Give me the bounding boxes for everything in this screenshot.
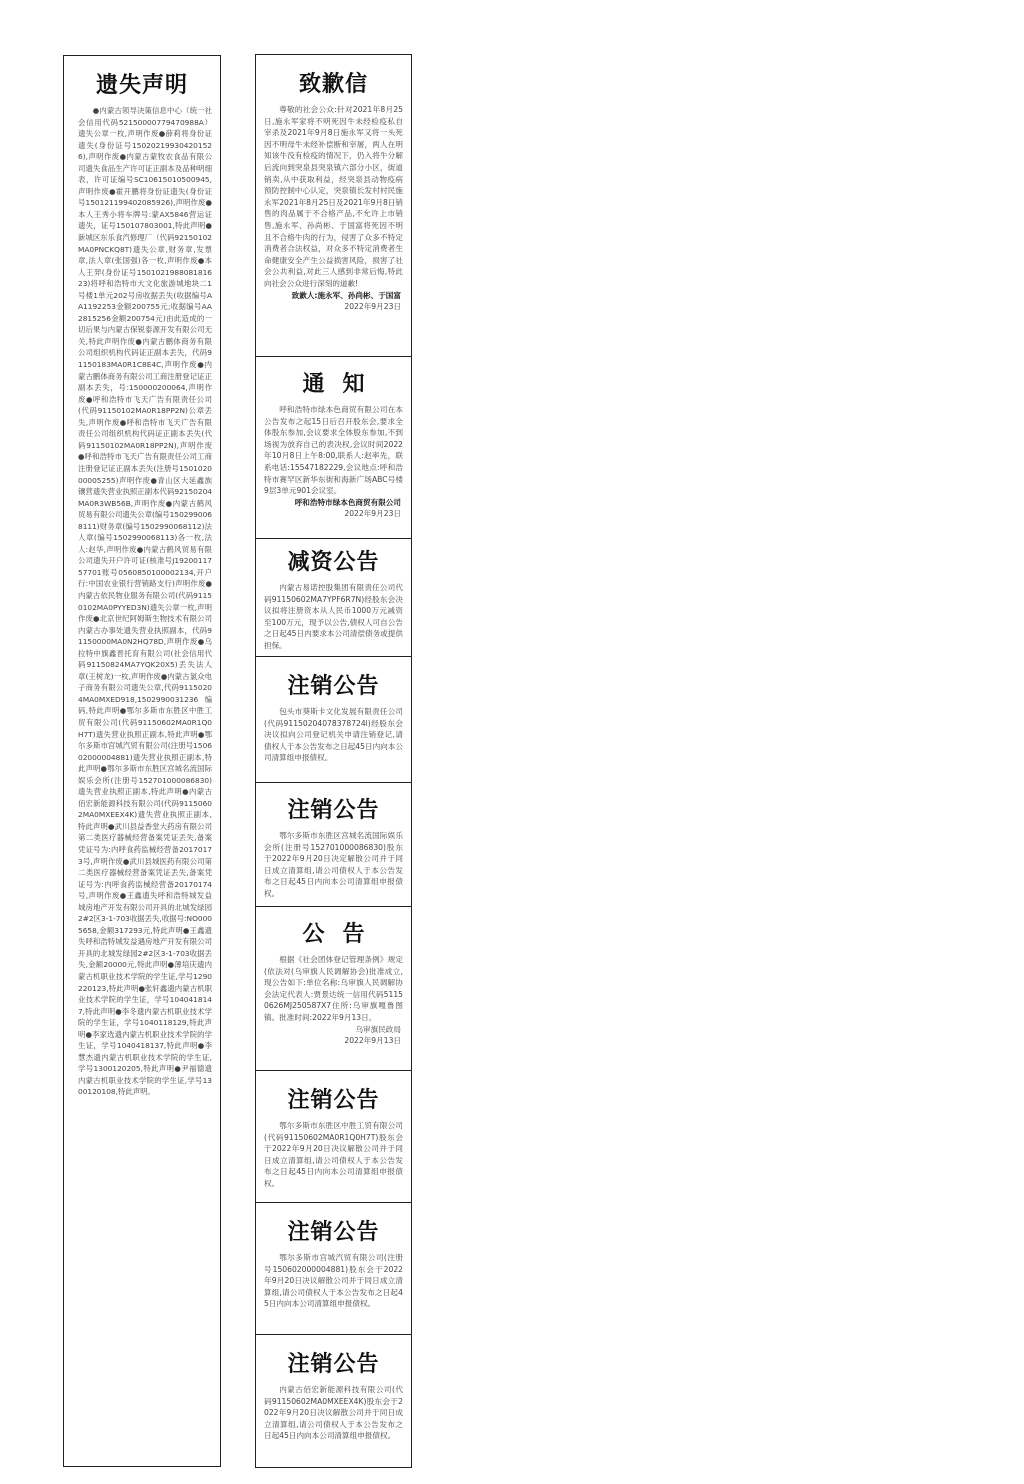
deregistration-title-4: 注销公告 — [287, 1220, 380, 1245]
public-notice-title: 公告 — [302, 922, 383, 947]
public-notice-body: 根据《社会团体登记管理条例》规定(依法对(乌审旗人民调解协会)批准成立,现公告如下:单位名称:乌审旗人民调解协会法定代表人:贾景达统一信用代码51150626MJ250587X7住所:乌审旗嘎鲁图镇。批准时间:2022年9月13日。 — [264, 955, 403, 1022]
apology-body: 尊敬的社会公众:针对2021年8月25日,施永军家将不明死因牛未经检疫私自宰杀及2021年9月8日施永军又将一头死因不明母牛未经补偿断和宰屠，两人在明知该牛没有检疫的情况下，仍入将牛分解后流向到突泉县突泉镇六部分小区，街道销卖,从中获取利益，经突泉县动物疫病预防控制中心认定，突泉镇长发村村民施永军2021年8月25日及2021年9月8日销售的肉品属于不合格产品,不允许上市销售,施永军、孙尚彬、于国富将死因不明且不合格牛肉的行为，侵害了众多不特定消费者合法权益，对众多不特定消费者生命健康安全产生公益损害风险，损害了社会公共利益,对此三人感到非常后悔,特此向社会公众进行深刻的道歉! — [264, 105, 403, 288]
meeting-notice-date: 2022年9月23日 — [344, 509, 401, 519]
public-notice-date: 2022年9月13日 — [344, 1036, 401, 1046]
deregistration-title-2: 注销公告 — [287, 798, 380, 823]
capital-reduction-notice — [256, 539, 411, 657]
apology-signatories: 致歉人:施永军、孙尚彬、于国富 — [291, 290, 401, 300]
lost-notice-body: ●内蒙古领导决策信息中心（统一社会信用代码52150000779470988A）遗失公章一枚,声明作废●薛莉将身份证遗失(身份证号150202199304201526),声明作废●内蒙古蒙牧农食品有限公司遗失食品生产许可证正副本及品种明细表，许可证编号SC10615010500945,声明作废●霍开鹏将身份证遗失(身份证号150121199402085926),声明作废●本人王秀小将车牌号:蒙AX5846营运证遗失，证号150107803001,特此声明●新城区东乐食汽修理厂（代码92150102MA0PNCKQ8T)遗失公章,财务章,发票章,法人章(张国强)各一枚,声明作废●本人王羿(身份证号150102198808181623)将呼和浩特市大文化旅游城地块二1号楼1单元202号房收据丢失(收据编号AA1192253金额200755元;收据编号AA2815256金额200754元)由此造成的一切后果与内蒙古保锐泰源开发有限公司无关,特此声明作废●内蒙古鹏体商务有限公司组织机构代码证正副本丢失，代码91150183MA0R1C8E4C,声明作废●内蒙古鹏体商务有限公司工商注册登记证正副本丢失，号:150000200064,声明作废●呼和浩特市飞天广告有限责任公司(代码91150102MA0R18PP2N)公章丢失,声明作废●呼和浩特市飞天广告有限责任公司组织机构代码证正副本丢失(代码91150102MA0R18PP2N),声明作废●呼和浩特市飞天广告有限责任公司工商注册登记证正副本丢失(注册号150102000005255)声明作废●青山区大延鑫族镶营遗失营业执照正副本代码92150204MA0R3WB56B,声明作废●内蒙古鹤风贸易有限公司遗失公章(编号1502990068111)财务章(编号1502990068112)法人章(编号1502990068113)各一枚,法人:赵华,声明作废●内蒙古鹤风贸易有限公司遗失开户许可证(核准号J1920011757701账号0560850100002134,开户行:中国农业银行营销路支行)声明作废●内蒙古依民物业服务有限公司(代码91150102MA0PYYED3N)遗失公章一枚,声明作废●北京世纪阿姆斯生物技术有限公司内蒙古办事处遗失营业执照副本，代码91150000MA0N2HQ78D,声明作废●乌拉特中旗鑫晋托育有限公司(社会信用代码91150824MA7YQK20X5)丢失法人章(王树龙)一枚,声明作废●内蒙古氯众电子商务有限公司遗失公章,代码91150204MA0MXED918,1502990031236编码,特此声明●鄂尔多斯市东胜区中胜工贸有限公司(代码91150602MA0R1Q0H7T)遗失营业执照正副本,特此声明●鄂尔多斯市宫城汽贸有限公司(注册号150602000004881)遗失营业执照正副本,特此声明●鄂尔多斯市东胜区宫城名流国际娱乐会所(注册号152701000086830)遗失营业执照正副本,特此声明●内蒙古佰宏新能源科技有限公司(代码91150602MA0MXEEX4K)遗失营业执照正副本,特此声明●武川县益香堂大药房有限公司第二类医疗器械经营备案凭证丢失,备案凭证号为:内呼食药监械经营备20170173号,声明作废●武川县城医药有限公司第二类医疗器械经营备案凭证丢失,备案凭证号为:内呼食药监械经营备20170174号,声明作废●王鑫遗失呼和浩特城发益城房地产开发有限公司开具的北城发绿园2#2区3-1-703收据丢失,收据号:NO0005658,金额317293元,特此声明●王鑫遗失呼和浩特城发益遇房地产开发有限公司开具的北城发绿园2#2区3-1-703收据丢失,金额20000元,特此声明●薄培庆遗内蒙古机职业技术学院的学生证,学号1290220123,特此声明●张轩鑫遗内蒙古机职业技术学院的学生证，学号1040418147,特此声明●李冬遗内蒙古机职业技术学院的学生证，学号1040118129,特此声明●李家选遗内蒙古机职业技术学院的学生证，学号1040418137,特此声明●李慧杰遗内蒙古机职业技术学院的学生证,学号1300120205,特此声明●尹福德遗内蒙古机职业技术学院的学生证,学号1300120108,特此声明。 — [78, 106, 212, 1097]
capital-reduction-body: 内蒙古易诺控股集团有限责任公司代码91150602MA7YPF6R7N)经股东会决议拟将注册资本从人民币1000万元减资至100万元，现予以公告,债权人可自公告之日起45日内要求本公司清偿债务或提供担保。 — [264, 583, 403, 650]
public-notice-issuer: 乌审旗民政局 — [355, 1024, 401, 1034]
deregistration-notice-3 — [256, 1071, 411, 1203]
deregistration-title-5: 注销公告 — [287, 1352, 380, 1377]
deregistration-body-3: 鄂尔多斯市东胜区中胜工贸有限公司(代码91150602MA0R1Q0H7T)股东会于2022年9月20日决议解散公司并于同日成立清算组,请公司债权人于本公告发布之日起45日内向本公司清算组申报债权。 — [264, 1121, 403, 1188]
apology-letter-notice — [256, 55, 411, 357]
apology-title: 致歉信 — [298, 72, 368, 97]
lost-notices-column — [63, 55, 221, 1467]
deregistration-notice-5 — [256, 1335, 411, 1468]
meeting-notice-company: 呼和浩特市绿本色商贸有限公司 — [294, 497, 401, 507]
capital-reduction-title: 减资公告 — [287, 550, 380, 575]
deregistration-title-3: 注销公告 — [287, 1088, 380, 1113]
deregistration-notice-4 — [256, 1203, 411, 1335]
lost-notice-title: 遗失声明 — [95, 73, 188, 98]
public-notice — [256, 907, 411, 1071]
meeting-notice-body: 呼和浩特市绿本色商贸有限公司在本公告发布之起15日后召开股东会,要求全体股东参加,会议要求全体股东参加,不到场视为放弃自己的表决权,会议时间2022年10月8日上午8:00,联系人:赵率先，联系电话:15547182229,会议地点:呼和浩特市赛罕区新华东街和海新广场ABC号楼9层3单元901会议室。 — [264, 405, 403, 496]
deregistration-title-1: 注销公告 — [287, 674, 380, 699]
announcements-column — [255, 54, 412, 1468]
apology-date: 2022年9月23日 — [344, 302, 401, 312]
deregistration-notice-2 — [256, 783, 411, 907]
meeting-notice-title: 通知 — [302, 372, 383, 397]
deregistration-body-2: 鄂尔多斯市东胜区宫城名流国际娱乐会所(注册号152701000086830)股东于2022年9月20日决定解散公司并于同日成立清算组,请公司债权人于本公告发布之日起45日内向本公司清算组申报债权。 — [264, 831, 403, 898]
meeting-notice — [256, 357, 411, 539]
deregistration-body-1: 包头市葵斯卡文化发展有限责任公司(代码91150204078378724l)经股东会决议拟向公司登记机关申请注销登记,请债权人于本公告发布之日起45日内向本公司清算组申报债权。 — [264, 707, 403, 763]
deregistration-body-5: 内蒙古佰宏新能源科技有限公司(代码91150602MA0MXEEX4K)股东会于2022年9月20日决议解散公司并于同日成立清算组,请公司债权人于本公告发布之日起45日内向本公司清算组申报债权。 — [264, 1385, 403, 1441]
deregistration-body-4: 鄂尔多斯市宫城汽贸有限公司(注册号150602000004881)股东会于2022年9月20日决议解散公司并于同日成立清算组,请公司债权人于本公告发布之日起45日内向本公司清算组申报债权。 — [264, 1253, 403, 1309]
deregistration-notice-1 — [256, 657, 411, 783]
